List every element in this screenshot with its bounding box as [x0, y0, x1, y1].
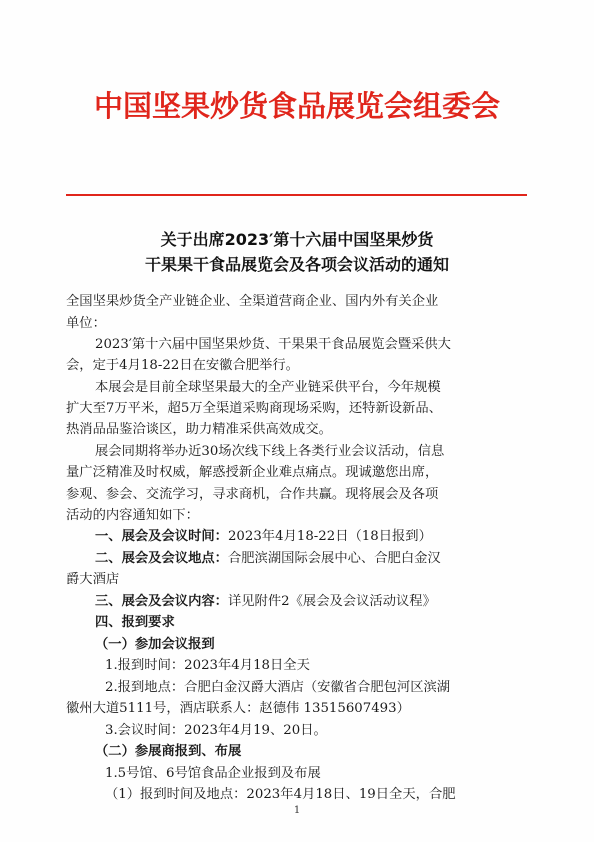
- paragraph-1-line-2: 会，定于4月18-22日在安徽合肥举行。: [66, 358, 299, 373]
- paragraph-2-line-1: 本展会是目前全球坚果最大的全产业链采供平台，今年规模: [95, 380, 441, 395]
- paragraph-3-line-3: 参观、参会、交流学习，寻求商机，合作共赢。现将展会及各项: [66, 487, 439, 502]
- subsection-1-line-3: 3.会议时间：2023年4月19、20日。: [105, 723, 327, 738]
- paragraph-3-line-4: 活动的内容通知如下：: [66, 508, 199, 523]
- item-4-heading: 四、报到要求: [95, 615, 175, 630]
- item-1-time: [95, 528, 432, 546]
- paragraph-2-line-2: 扩大至7万平米，超5万全渠道采购商现场采购，还特新设新品、: [66, 401, 442, 416]
- paragraph-3-line-1: 展会同期将举办近30场次线下线上各类行业会议活动，信息: [95, 444, 445, 459]
- subsection-1-line-1: 1.报到时间：2023年4月18日全天: [105, 658, 310, 673]
- subsection-2-heading: （二）参展商报到、布展: [95, 744, 242, 759]
- subsection-1-heading: （一）参加会议报到: [95, 637, 215, 652]
- item-2-label: 二、展会及会议地点：: [95, 551, 228, 566]
- paragraph-3-line-2: 量广泛精准及时权威，解惑授新企业难点痛点。现诚邀您出席，: [66, 465, 439, 480]
- subsection-2-line-2: （1）报到时间及地点：2023年4月18日、19日全天，合肥: [105, 787, 456, 802]
- notice-title-line-1: 关于出席2023′第十六届中国坚果炒货: [160, 230, 434, 249]
- subsection-1-line-2: 2.报到地点：合肥白金汉爵大酒店（安徽省合肥包河区滨湖: [105, 680, 451, 695]
- organization-title: 中国坚果炒货食品展览会组委会: [93, 89, 500, 123]
- item-3-value: 详见附件2《展会及会议活动议程》: [227, 594, 436, 609]
- addressee-line-1: 全国坚果炒货全产业链企业、全渠道营商企业、国内外有关企业: [66, 294, 439, 309]
- addressee-line-2: 单位：: [66, 316, 106, 331]
- page-number: 1: [293, 805, 301, 816]
- item-3-label: 三、展会及会议内容：: [95, 594, 228, 609]
- item-1-value: 2023年4月18-22日（18日报到）: [227, 529, 432, 544]
- paragraph-2-line-3: 热消品品鉴洽谈区，助力精准采供高效成交。: [66, 422, 332, 437]
- item-2-value: 合肥滨湖国际会展中心、合肥白金汉: [227, 551, 441, 566]
- notice-title-line-2: 干果果干食品展览会及各项会议活动的通知: [144, 255, 449, 274]
- subsection-1-line-2-continued: 徽州大道5111号，酒店联系人：赵德伟 13515607493）: [66, 701, 410, 716]
- paragraph-1-line-1: 2023′第十六届中国坚果炒货、干果果干食品展览会暨采供大: [95, 337, 451, 352]
- item-2-location: [95, 550, 441, 568]
- subsection-2-line-1: 1.5号馆、6号馆食品企业报到及布展: [105, 766, 321, 781]
- item-3-content: [95, 593, 436, 611]
- item-2-value-continued: 爵大酒店: [66, 572, 120, 587]
- red-divider-line: [66, 194, 527, 196]
- item-1-label: 一、展会及会议时间：: [95, 529, 228, 544]
